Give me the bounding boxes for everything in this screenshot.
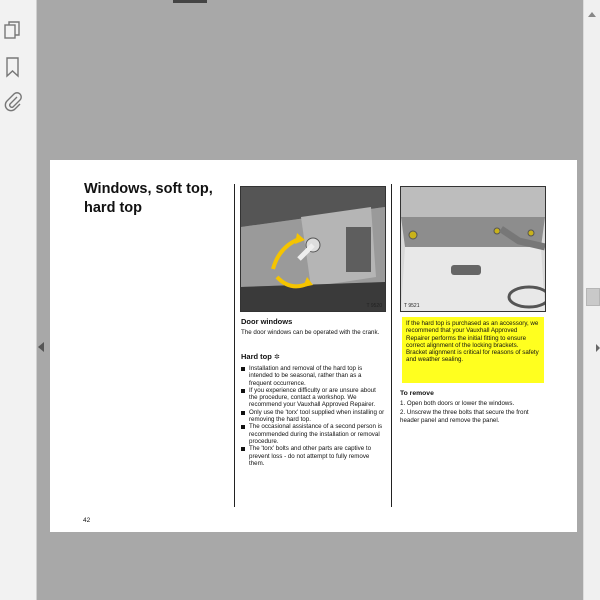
hard-top-heading [241, 352, 280, 361]
list-item: 1. Open both doors or lower the windows. [400, 400, 515, 407]
page-title-line-2: hard top [84, 200, 142, 216]
page-title-line-1: Windows, soft top, [84, 181, 213, 197]
document-page [50, 160, 577, 532]
page-indicator [173, 0, 207, 3]
list-item: Only use the 'torx' tool supplied when installing or removing the hard top. [241, 409, 385, 424]
bookmark-icon[interactable] [2, 56, 24, 78]
page-title [84, 180, 224, 218]
window-crank-illustration [241, 187, 385, 311]
scroll-thumb[interactable] [586, 288, 600, 306]
pages-icon[interactable] [2, 20, 24, 42]
figure-code: T 9520 [366, 303, 382, 309]
page-number: 42 [83, 517, 91, 524]
accessory-note: If the hard top is purchased as an accessory, we recommend that your Vauxhall Approved Repairer performs the initial fitting to ensure correct alignment of the locking brackets. Bracket alignment is critical for reasons of safety and weather sealing. [402, 317, 544, 383]
hard-top-photo [400, 186, 546, 312]
thumbnail-sidebar [0, 0, 37, 600]
figure-code: T 9521 [404, 303, 420, 309]
list-item: 2. Unscrew the three bolts that secure the front header panel and remove the panel. [400, 409, 529, 424]
scroll-up-arrow-icon[interactable] [588, 12, 596, 17]
hard-top-illustration [401, 187, 545, 311]
list-item: Installation and removal of the hard top is intended to be seasonal, rather than as a frequent occurrence. [241, 365, 385, 387]
column-divider [234, 184, 235, 507]
window-crank-photo [240, 186, 386, 312]
gear-icon: ✲ [273, 354, 280, 361]
door-windows-heading: Door windows [241, 317, 293, 326]
list-item: The 'torx' bolts and other parts are captive to prevent loss - do not attempt to fully remove them. [241, 445, 385, 467]
column-divider [391, 184, 392, 507]
to-remove-heading: To remove [400, 390, 434, 397]
list-item: If you experience difficulty or are unsure about the procedure, contact a workshop. We recommend your Vauxhall Approved Repairer. [241, 387, 385, 409]
attachment-icon[interactable] [2, 90, 24, 112]
list-item: The occasional assistance of a second person is recommended during the installation or removal procedure. [241, 423, 385, 445]
hard-top-bullet-list [241, 365, 385, 467]
removal-steps-list [400, 400, 546, 426]
hard-top-heading-text: Hard top [241, 352, 272, 361]
next-page-arrow-icon[interactable] [596, 344, 600, 352]
previous-page-arrow-icon[interactable] [38, 342, 44, 352]
vertical-scrollbar[interactable] [583, 0, 600, 600]
door-windows-text: The door windows can be operated with the crank. [241, 329, 380, 336]
